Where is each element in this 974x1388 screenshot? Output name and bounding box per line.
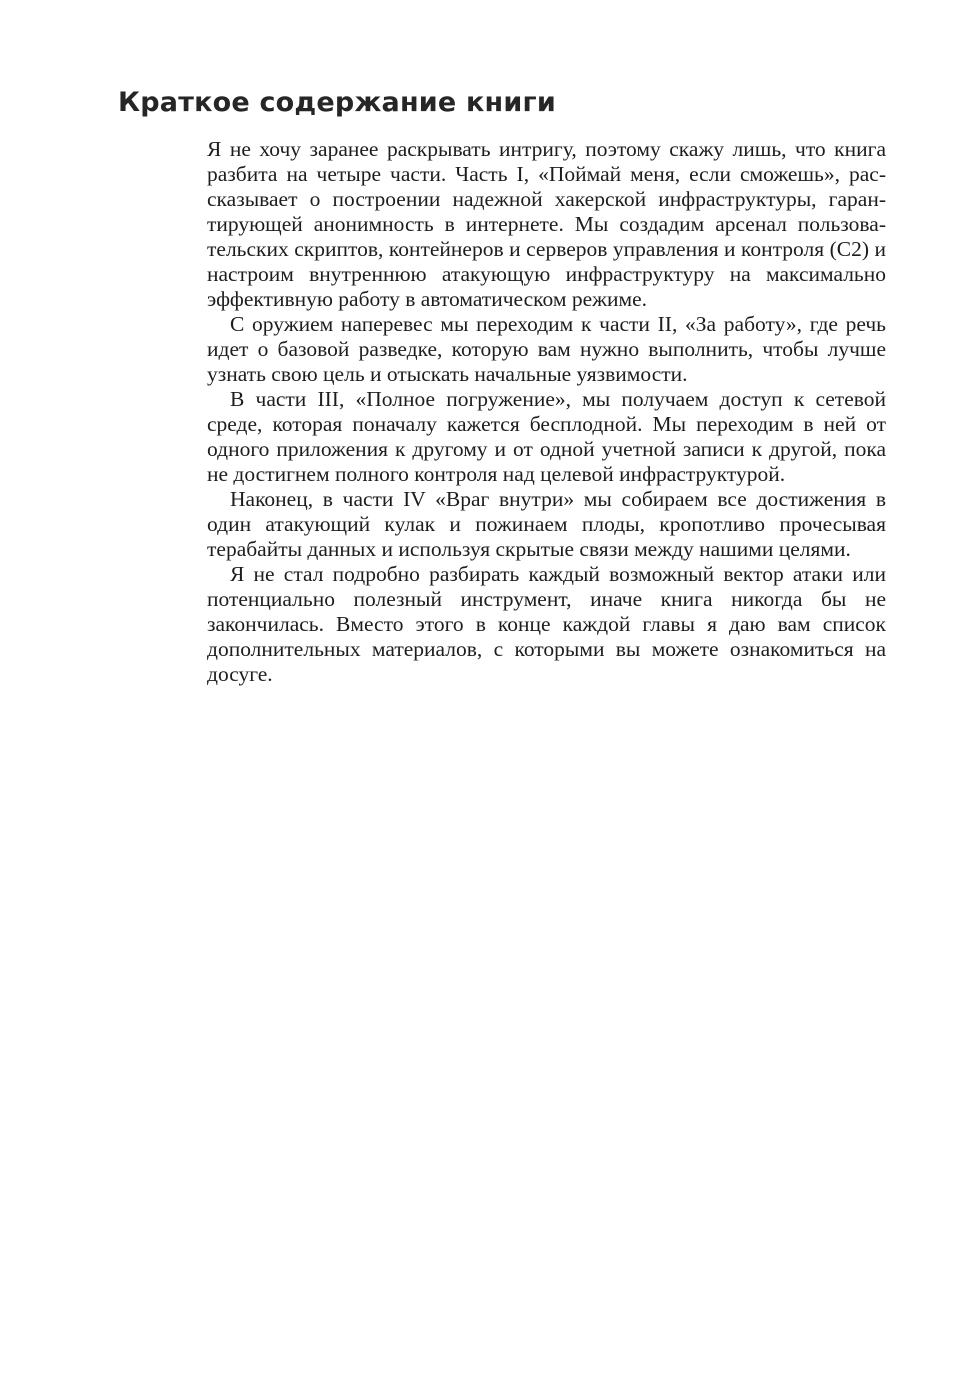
paragraph-part-four: Наконец, в части IV «Враг внутри» мы собираем все достижения в один атакующий кулак и пожинаем плоды, кропотливо прочесывая терабайты данных и используя скрытые связи между нашими целями. xyxy=(207,487,886,561)
section-heading: Краткое содержание книги xyxy=(118,87,556,118)
paragraph-closing: Я не стал подробно разбирать каждый возможный вектор атаки или потенциально полезный инструмент, иначе книга никогда бы не закончилась. Вместо этого в конце каждой главы я даю вам список дополнительных материалов, с которыми вы можете ознакомиться на досуге. xyxy=(207,562,886,686)
section-body xyxy=(207,137,886,687)
paragraph-part-two: С оружием наперевес мы переходим к части II, «За работу», где речь идет о базовой разведке, которую вам нужно выполнить, чтобы лучше узнать свою цель и отыскать начальные уязвимости. xyxy=(207,312,886,386)
paragraph-intro: Я не хочу заранее раскрывать интригу, поэтому скажу лишь, что книга разбита на четыре части. Часть I, «Поймай меня, если сможешь», рассказывает о построении надежной хакерской инфраструктуры, гарантирующей анонимность в интернете. Мы создадим арсенал пользовательских скриптов, контейнеров и серверов управления и контроля (C2) и настроим внутреннюю атакующую инфраструктуру на максимально эффективную работу в автоматическом режиме. xyxy=(207,137,886,311)
paragraph-part-three: В части III, «Полное погружение», мы получаем доступ к сетевой среде, которая поначалу кажется бесплодной. Мы переходим в ней от одного приложения к другому и от одной учетной записи к другой, пока не достигнем полного контроля над целевой инфраструктурой. xyxy=(207,387,886,486)
